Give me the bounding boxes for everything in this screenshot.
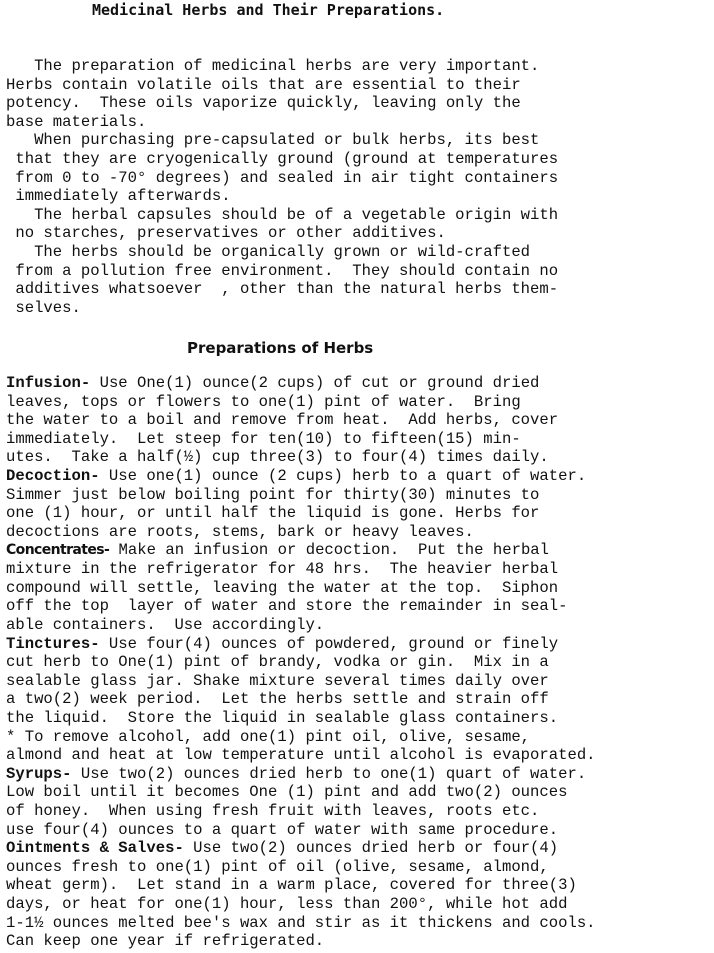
preparation-line <box>6 467 596 486</box>
preparation-line <box>6 914 596 933</box>
preparation-line <box>6 876 596 895</box>
intro-line: Herbs contain volatile oils that are essential to their <box>6 75 521 94</box>
preparation-text: * To remove alcohol, add one(1) pint oil, olive, sesame, <box>6 727 531 746</box>
preparation-text: immediately. Let steep for ten(10) to fifteen(15) min- <box>6 429 521 448</box>
preparation-line <box>6 523 596 542</box>
preparation-text: days, or heat for one(1) hour, less than 200°, while hot add <box>6 895 568 914</box>
preparation-text: of honey. When using fresh fruit with leaves, roots etc. <box>6 802 540 821</box>
preparation-text: Use one(1) ounce (2 cups) herb to a quart of water. <box>99 467 587 486</box>
preparation-line <box>6 690 596 709</box>
preparation-line <box>6 858 596 877</box>
preparation-line <box>6 448 596 467</box>
preparation-text: decoctions are roots, stems, bark or heavy leaves. <box>6 522 474 541</box>
preparation-text: ounces fresh to one(1) pint of oil (olive, sesame, almond, <box>6 857 549 876</box>
section-title: Preparations of Herbs <box>187 339 374 357</box>
preparation-text: able containers. Use accordingly. <box>6 615 325 634</box>
preparation-term: Ointments & Salves- <box>6 839 184 858</box>
intro-line: The preparation of medicinal herbs are very important. <box>6 57 540 75</box>
preparation-line <box>6 560 596 579</box>
preparation-text: Use One(1) ounce(2 cups) of cut or ground dried <box>90 374 540 392</box>
intro-text-block <box>6 57 558 318</box>
preparation-text: off the top layer of water and store the remainder in seal- <box>6 597 568 616</box>
preparation-line <box>6 783 596 802</box>
preparation-text: leaves, tops or flowers to one(1) pint of water. Bring <box>6 392 521 411</box>
preparation-term: Concentrates- <box>6 542 110 559</box>
preparation-text: compound will settle, leaving the water at the top. Siphon <box>6 578 559 597</box>
preparation-text: Simmer just below boiling point for thirty(30) minutes to <box>6 485 540 504</box>
intro-line: potency. These oils vaporize quickly, leaving only the <box>6 94 521 113</box>
intro-line: from 0 to -70° degrees) and sealed in air tight containers <box>6 168 559 187</box>
document-title: Medicinal Herbs and Their Preparations. <box>92 1 445 19</box>
preparation-line <box>6 393 596 412</box>
preparation-line <box>6 746 596 765</box>
preparation-line <box>6 635 596 654</box>
preparation-text: the water to a boil and remove from heat. Add herbs, cover <box>6 411 559 430</box>
preparation-line <box>6 821 596 840</box>
preparation-text: 1-1½ ounces melted bee's wax and stir as it thickens and cools. <box>6 913 596 932</box>
preparation-line <box>6 932 596 951</box>
preparation-text: mixture in the refrigerator for 48 hrs. The heavier herbal <box>6 560 559 579</box>
preparation-text: wheat germ). Let stand in a warm place, covered for three(3) <box>6 876 577 895</box>
preparation-line <box>6 430 596 449</box>
preparation-line <box>6 486 596 505</box>
preparation-text: Make an infusion or decoction. Put the herbal <box>109 541 550 560</box>
preparation-text: sealable glass jar. Shake mixture several times daily over <box>6 671 549 690</box>
preparation-text: utes. Take a half(½) cup three(3) to four(4) times daily. <box>6 448 549 467</box>
preparation-line <box>6 802 596 821</box>
preparation-line <box>6 728 596 747</box>
preparation-line <box>6 653 596 672</box>
preparation-line <box>6 709 596 728</box>
preparation-line <box>6 616 596 635</box>
intro-line: When purchasing pre-capsulated or bulk herbs, its best <box>6 131 540 150</box>
preparation-line <box>6 597 596 616</box>
preparation-term: Tinctures- <box>6 634 100 653</box>
preparation-text: use four(4) ounces to a quart of water with same procedure. <box>6 820 559 839</box>
preparation-line <box>6 895 596 914</box>
intro-line: The herbs should be organically grown or wild-crafted <box>6 243 531 262</box>
preparation-line <box>6 541 596 560</box>
preparation-text: the liquid. Store the liquid in sealable glass containers. <box>6 708 559 727</box>
intro-line: selves. <box>6 298 81 317</box>
intro-line: additives whatsoever , other than the natural herbs them- <box>6 280 559 299</box>
intro-line: no starches, preservatives or other additives. <box>6 224 446 243</box>
preparation-term: Syrups- <box>6 764 72 783</box>
intro-line: base materials. <box>6 112 147 131</box>
preparation-text: Use two(2) ounces dried herb or four(4) <box>183 839 559 858</box>
preparation-text: Use two(2) ounces dried herb to one(1) quart of water. <box>71 764 587 783</box>
preparation-line <box>6 672 596 691</box>
intro-line: from a pollution free environment. They should contain no <box>6 261 559 280</box>
preparation-text: almond and heat at low temperature until alcohol is evaporated. <box>6 746 596 765</box>
preparation-text: one (1) hour, or until half the liquid is gone. Herbs for <box>6 504 540 523</box>
intro-line: immediately afterwards. <box>6 187 231 206</box>
preparation-line <box>6 374 596 393</box>
preparations-text-block <box>6 374 596 951</box>
preparation-line <box>6 504 596 523</box>
preparation-text: Can keep one year if refrigerated. <box>6 932 325 951</box>
preparation-term: Infusion- <box>6 374 91 392</box>
intro-line: that they are cryogenically ground (ground at temperatures <box>6 150 559 169</box>
preparation-line <box>6 411 596 430</box>
preparation-line <box>6 839 596 858</box>
intro-line: The herbal capsules should be of a vegetable origin with <box>6 205 559 224</box>
preparation-line <box>6 579 596 598</box>
preparation-text: Low boil until it becomes One (1) pint and add two(2) ounces <box>6 783 568 802</box>
preparation-text: a two(2) week period. Let the herbs settle and strain off <box>6 690 549 709</box>
preparation-term: Decoction- <box>6 467 100 486</box>
preparation-line <box>6 765 596 784</box>
preparation-text: Use four(4) ounces of powdered, ground or finely <box>99 634 559 653</box>
preparation-text: cut herb to One(1) pint of brandy, vodka or gin. Mix in a <box>6 653 549 672</box>
